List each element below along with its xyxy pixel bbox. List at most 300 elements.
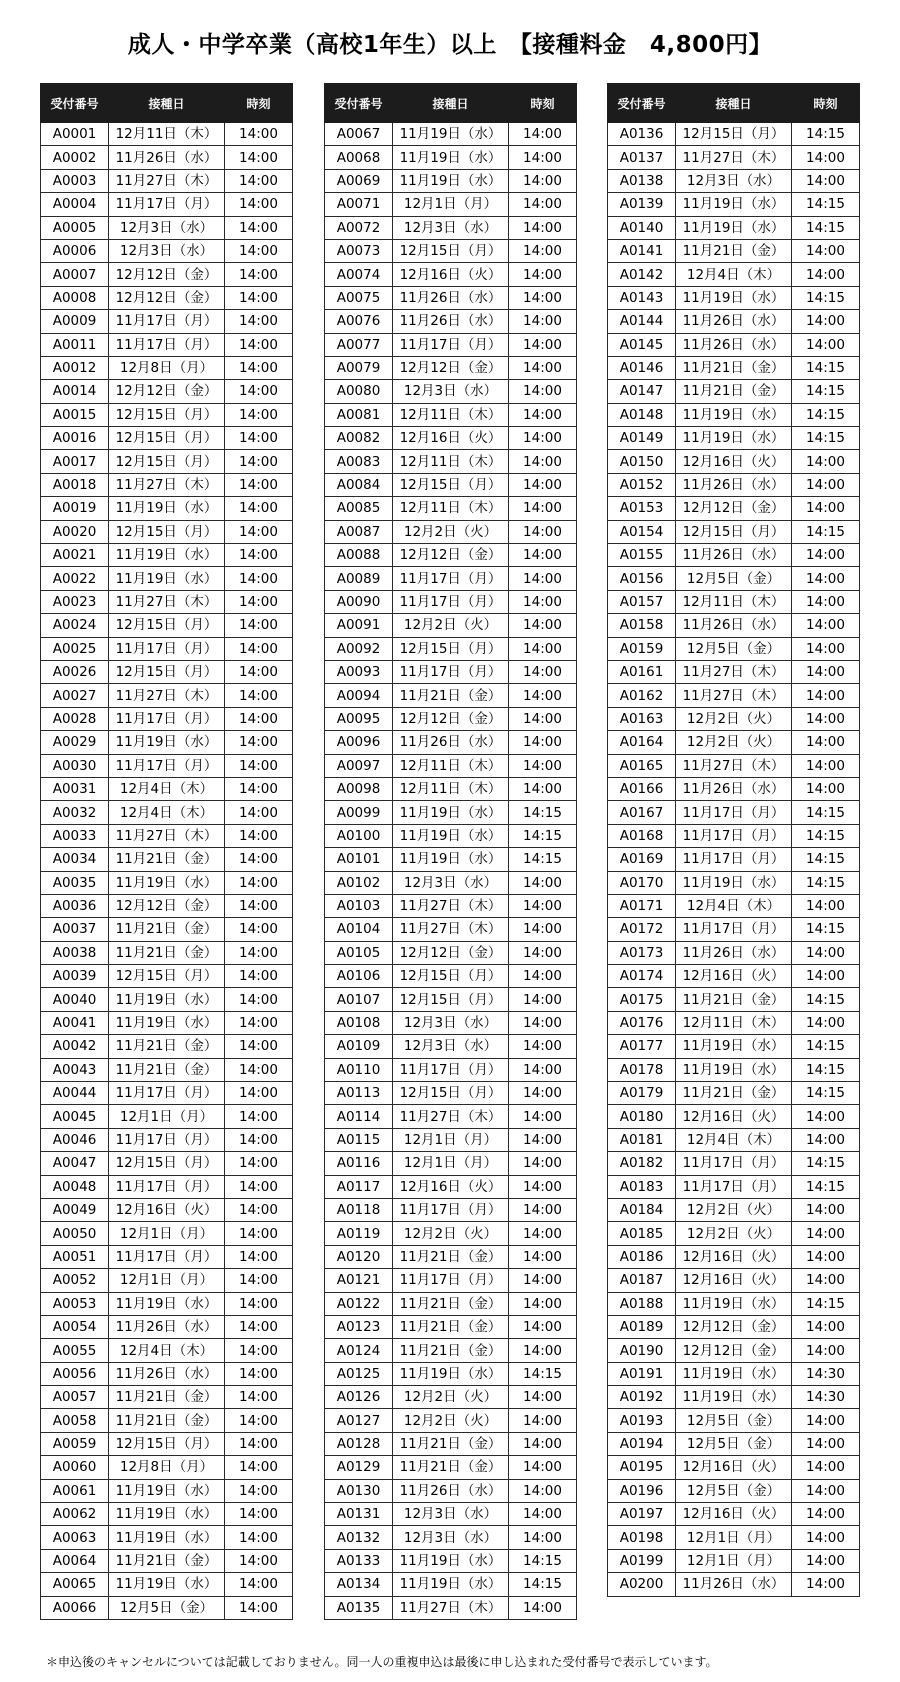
- vaccination-time: 14:00: [225, 1362, 293, 1385]
- table-row: [608, 216, 860, 239]
- vaccination-time: 14:00: [225, 1503, 293, 1526]
- reception-number: A0194: [608, 1432, 676, 1455]
- vaccination-time: 14:15: [792, 801, 860, 824]
- vaccination-date: 11月19日（水）: [676, 1058, 792, 1081]
- vaccination-time: 14:00: [225, 637, 293, 660]
- table-row: [608, 1082, 860, 1105]
- vaccination-date: 11月21日（金）: [676, 239, 792, 262]
- vaccination-time: 14:15: [792, 871, 860, 894]
- vaccination-time: 14:00: [225, 590, 293, 613]
- vaccination-time: 14:00: [792, 497, 860, 520]
- reception-number: A0102: [325, 871, 393, 894]
- table-row: [608, 965, 860, 988]
- table-row: [608, 684, 860, 707]
- table-row: [41, 614, 293, 637]
- table-row: [41, 1315, 293, 1338]
- vaccination-date: 11月19日（水）: [109, 1479, 225, 1502]
- vaccination-date: 12月5日（金）: [676, 1409, 792, 1432]
- vaccination-date: 11月19日（水）: [393, 123, 509, 146]
- reception-number: A0100: [325, 824, 393, 847]
- vaccination-time: 14:00: [509, 1526, 577, 1549]
- reception-number: A0029: [41, 731, 109, 754]
- table-row: [41, 1105, 293, 1128]
- vaccination-time: 14:00: [509, 333, 577, 356]
- table-row: [608, 146, 860, 169]
- vaccination-date: 12月1日（月）: [393, 193, 509, 216]
- vaccination-time: 14:00: [225, 1315, 293, 1338]
- vaccination-date: 11月26日（水）: [109, 146, 225, 169]
- vaccination-date: 11月19日（水）: [109, 871, 225, 894]
- table-row: [325, 544, 577, 567]
- table-row: [608, 1292, 860, 1315]
- vaccination-date: 12月16日（火）: [676, 1456, 792, 1479]
- table-row: [325, 1432, 577, 1455]
- vaccination-date: 11月17日（月）: [109, 310, 225, 333]
- vaccination-date: 11月17日（月）: [393, 1198, 509, 1221]
- vaccination-date: 11月19日（水）: [676, 193, 792, 216]
- table-row: [325, 123, 577, 146]
- vaccination-date: 11月19日（水）: [676, 1292, 792, 1315]
- reception-number: A0064: [41, 1549, 109, 1572]
- header-number: 受付番号: [608, 84, 676, 123]
- table-row: [325, 1315, 577, 1338]
- vaccination-date: 12月2日（火）: [676, 1198, 792, 1221]
- table-row: [608, 567, 860, 590]
- reception-number: A0088: [325, 544, 393, 567]
- vaccination-date: 11月19日（水）: [393, 824, 509, 847]
- table-row: [41, 754, 293, 777]
- vaccination-date: 11月17日（月）: [676, 1152, 792, 1175]
- vaccination-time: 14:00: [792, 941, 860, 964]
- vaccination-time: 14:15: [792, 380, 860, 403]
- vaccination-date: 11月17日（月）: [676, 824, 792, 847]
- reception-number: A0042: [41, 1035, 109, 1058]
- vaccination-date: 11月17日（月）: [393, 333, 509, 356]
- table-row: [608, 1222, 860, 1245]
- table-row: [41, 567, 293, 590]
- vaccination-time: 14:00: [225, 824, 293, 847]
- table-row: [41, 263, 293, 286]
- vaccination-time: 14:00: [225, 1432, 293, 1455]
- reception-number: A0115: [325, 1128, 393, 1151]
- reception-number: A0132: [325, 1526, 393, 1549]
- reception-number: A0116: [325, 1152, 393, 1175]
- vaccination-date: 12月11日（木）: [393, 450, 509, 473]
- vaccination-time: 14:00: [225, 1386, 293, 1409]
- reception-number: A0004: [41, 193, 109, 216]
- reception-number: A0176: [608, 1011, 676, 1034]
- vaccination-time: 14:00: [225, 520, 293, 543]
- table-row: [608, 310, 860, 333]
- reception-number: A0024: [41, 614, 109, 637]
- vaccination-date: 11月21日（金）: [393, 1432, 509, 1455]
- vaccination-date: 12月5日（金）: [109, 1596, 225, 1619]
- table-row: [325, 1011, 577, 1034]
- table-row: [325, 660, 577, 683]
- reception-number: A0061: [41, 1479, 109, 1502]
- reception-table: [324, 83, 577, 1620]
- reception-number: A0038: [41, 941, 109, 964]
- reception-number: A0126: [325, 1386, 393, 1409]
- table-row: [41, 707, 293, 730]
- header-time: 時刻: [509, 84, 577, 123]
- reception-number: A0095: [325, 707, 393, 730]
- vaccination-date: 12月12日（金）: [109, 380, 225, 403]
- vaccination-time: 14:15: [792, 193, 860, 216]
- table-column-3: [607, 83, 860, 1597]
- reception-number: A0159: [608, 637, 676, 660]
- reception-number: A0065: [41, 1573, 109, 1596]
- vaccination-time: 14:00: [792, 146, 860, 169]
- table-row: [41, 310, 293, 333]
- reception-number: A0019: [41, 497, 109, 520]
- table-row: [41, 660, 293, 683]
- vaccination-date: 12月12日（金）: [109, 894, 225, 917]
- vaccination-date: 11月21日（金）: [393, 1315, 509, 1338]
- table-row: [325, 567, 577, 590]
- vaccination-date: 11月26日（水）: [676, 310, 792, 333]
- vaccination-time: 14:00: [225, 1152, 293, 1175]
- vaccination-time: 14:00: [225, 333, 293, 356]
- vaccination-time: 14:00: [792, 1222, 860, 1245]
- table-row: [325, 1198, 577, 1221]
- table-row: [608, 1175, 860, 1198]
- vaccination-time: 14:00: [509, 427, 577, 450]
- reception-number: A0195: [608, 1456, 676, 1479]
- vaccination-date: 12月1日（月）: [676, 1526, 792, 1549]
- reception-number: A0188: [608, 1292, 676, 1315]
- table-row: [608, 1152, 860, 1175]
- vaccination-time: 14:00: [225, 1269, 293, 1292]
- reception-number: A0103: [325, 894, 393, 917]
- reception-number: A0178: [608, 1058, 676, 1081]
- reception-number: A0048: [41, 1175, 109, 1198]
- reception-number: A0104: [325, 918, 393, 941]
- reception-number: A0008: [41, 286, 109, 309]
- vaccination-date: 12月12日（金）: [676, 1315, 792, 1338]
- vaccination-date: 12月3日（水）: [109, 239, 225, 262]
- vaccination-time: 14:00: [225, 1292, 293, 1315]
- table-row: [41, 941, 293, 964]
- vaccination-date: 11月17日（月）: [676, 1175, 792, 1198]
- reception-number: A0141: [608, 239, 676, 262]
- vaccination-time: 14:00: [792, 1269, 860, 1292]
- vaccination-time: 14:00: [792, 1456, 860, 1479]
- vaccination-date: 12月2日（火）: [393, 1222, 509, 1245]
- vaccination-time: 14:00: [225, 263, 293, 286]
- vaccination-time: 14:00: [225, 801, 293, 824]
- reception-number: A0081: [325, 403, 393, 426]
- vaccination-date: 11月19日（水）: [393, 1549, 509, 1572]
- table-row: [608, 1503, 860, 1526]
- vaccination-time: 14:00: [792, 473, 860, 496]
- table-row: [325, 263, 577, 286]
- vaccination-date: 11月19日（水）: [676, 216, 792, 239]
- vaccination-time: 14:00: [225, 1035, 293, 1058]
- vaccination-date: 11月17日（月）: [676, 918, 792, 941]
- vaccination-date: 12月8日（月）: [109, 356, 225, 379]
- vaccination-time: 14:00: [509, 286, 577, 309]
- table-row: [41, 1058, 293, 1081]
- vaccination-time: 14:00: [792, 450, 860, 473]
- reception-number: A0039: [41, 965, 109, 988]
- vaccination-date: 12月15日（月）: [393, 988, 509, 1011]
- vaccination-date: 11月26日（水）: [393, 1479, 509, 1502]
- vaccination-date: 11月21日（金）: [676, 1082, 792, 1105]
- table-row: [41, 1526, 293, 1549]
- vaccination-date: 11月17日（月）: [109, 637, 225, 660]
- vaccination-date: 11月19日（水）: [109, 544, 225, 567]
- reception-number: A0066: [41, 1596, 109, 1619]
- table-row: [325, 333, 577, 356]
- vaccination-date: 11月19日（水）: [676, 1386, 792, 1409]
- vaccination-time: 14:30: [792, 1386, 860, 1409]
- vaccination-time: 14:00: [225, 1058, 293, 1081]
- reception-number: A0145: [608, 333, 676, 356]
- table-row: [41, 1362, 293, 1385]
- vaccination-date: 12月4日（木）: [676, 263, 792, 286]
- vaccination-time: 14:00: [792, 1315, 860, 1338]
- reception-number: A0106: [325, 965, 393, 988]
- vaccination-date: 12月15日（月）: [109, 1152, 225, 1175]
- vaccination-date: 12月15日（月）: [676, 123, 792, 146]
- reception-number: A0149: [608, 427, 676, 450]
- reception-number: A0199: [608, 1549, 676, 1572]
- reception-number: A0150: [608, 450, 676, 473]
- table-row: [608, 660, 860, 683]
- vaccination-date: 12月15日（月）: [393, 965, 509, 988]
- vaccination-date: 12月2日（火）: [393, 614, 509, 637]
- vaccination-time: 14:00: [225, 169, 293, 192]
- reception-number: A0122: [325, 1292, 393, 1315]
- reception-number: A0016: [41, 427, 109, 450]
- vaccination-time: 14:00: [225, 614, 293, 637]
- reception-number: A0099: [325, 801, 393, 824]
- vaccination-date: 12月3日（水）: [393, 871, 509, 894]
- reception-number: A0005: [41, 216, 109, 239]
- vaccination-time: 14:00: [225, 1596, 293, 1619]
- vaccination-time: 14:00: [509, 1456, 577, 1479]
- vaccination-date: 12月5日（金）: [676, 1432, 792, 1455]
- reception-number: A0079: [325, 356, 393, 379]
- reception-number: A0054: [41, 1315, 109, 1338]
- reception-number: A0120: [325, 1245, 393, 1268]
- reception-number: A0153: [608, 497, 676, 520]
- reception-number: A0163: [608, 707, 676, 730]
- vaccination-time: 14:00: [509, 941, 577, 964]
- table-row: [325, 1245, 577, 1268]
- table-row: [608, 1456, 860, 1479]
- vaccination-time: 14:00: [509, 123, 577, 146]
- vaccination-time: 14:00: [509, 1386, 577, 1409]
- vaccination-time: 14:15: [792, 216, 860, 239]
- reception-number: A0057: [41, 1386, 109, 1409]
- vaccination-time: 14:15: [792, 123, 860, 146]
- vaccination-date: 11月21日（金）: [109, 1035, 225, 1058]
- vaccination-time: 14:00: [792, 333, 860, 356]
- vaccination-time: 14:00: [225, 1409, 293, 1432]
- vaccination-time: 14:00: [792, 1011, 860, 1034]
- vaccination-date: 12月15日（月）: [393, 637, 509, 660]
- vaccination-date: 11月17日（月）: [393, 660, 509, 683]
- vaccination-time: 14:00: [509, 544, 577, 567]
- vaccination-time: 14:00: [509, 1479, 577, 1502]
- vaccination-time: 14:00: [225, 1479, 293, 1502]
- reception-number: A0021: [41, 544, 109, 567]
- vaccination-time: 14:00: [792, 169, 860, 192]
- vaccination-time: 14:00: [792, 1549, 860, 1572]
- reception-number: A0077: [325, 333, 393, 356]
- table-row: [608, 1128, 860, 1151]
- vaccination-date: 11月17日（月）: [109, 1175, 225, 1198]
- header-number: 受付番号: [325, 84, 393, 123]
- vaccination-time: 14:00: [509, 263, 577, 286]
- table-row: [325, 1362, 577, 1385]
- vaccination-date: 11月21日（金）: [109, 918, 225, 941]
- table-row: [608, 427, 860, 450]
- vaccination-date: 12月2日（火）: [393, 1409, 509, 1432]
- table-row: [608, 473, 860, 496]
- reception-number: A0035: [41, 871, 109, 894]
- vaccination-date: 12月16日（火）: [676, 1269, 792, 1292]
- table-row: [41, 1222, 293, 1245]
- vaccination-date: 11月19日（水）: [109, 1526, 225, 1549]
- table-row: [41, 169, 293, 192]
- table-row: [41, 894, 293, 917]
- table-row: [608, 1549, 860, 1572]
- table-row: [41, 777, 293, 800]
- table-row: [325, 824, 577, 847]
- vaccination-date: 11月17日（月）: [109, 193, 225, 216]
- vaccination-date: 11月21日（金）: [109, 1386, 225, 1409]
- reception-number: A0147: [608, 380, 676, 403]
- reception-number: A0063: [41, 1526, 109, 1549]
- table-row: [608, 1479, 860, 1502]
- vaccination-date: 12月3日（水）: [393, 216, 509, 239]
- table-row: [41, 1479, 293, 1502]
- vaccination-time: 14:15: [509, 824, 577, 847]
- vaccination-date: 11月21日（金）: [676, 356, 792, 379]
- vaccination-time: 14:15: [509, 801, 577, 824]
- reception-number: A0069: [325, 169, 393, 192]
- table-row: [608, 637, 860, 660]
- reception-number: A0091: [325, 614, 393, 637]
- table-row: [41, 1175, 293, 1198]
- vaccination-date: 11月17日（月）: [676, 801, 792, 824]
- table-row: [325, 403, 577, 426]
- vaccination-time: 14:00: [509, 1128, 577, 1151]
- vaccination-date: 12月11日（木）: [109, 123, 225, 146]
- vaccination-date: 12月15日（月）: [393, 1082, 509, 1105]
- table-row: [325, 1479, 577, 1502]
- vaccination-time: 14:00: [509, 871, 577, 894]
- table-row: [41, 684, 293, 707]
- reception-number: A0089: [325, 567, 393, 590]
- vaccination-date: 12月16日（火）: [676, 450, 792, 473]
- vaccination-time: 14:15: [792, 1058, 860, 1081]
- table-row: [325, 684, 577, 707]
- table-row: [608, 777, 860, 800]
- vaccination-time: 14:00: [225, 1222, 293, 1245]
- vaccination-date: 11月21日（金）: [676, 380, 792, 403]
- reception-number: A0165: [608, 754, 676, 777]
- table-row: [41, 637, 293, 660]
- vaccination-date: 11月27日（木）: [393, 1596, 509, 1619]
- reception-number: A0162: [608, 684, 676, 707]
- reception-number: A0018: [41, 473, 109, 496]
- reception-number: A0041: [41, 1011, 109, 1034]
- table-row: [608, 731, 860, 754]
- table-row: [608, 193, 860, 216]
- table-row: [325, 707, 577, 730]
- table-column-2: [324, 83, 577, 1620]
- table-row: [608, 1362, 860, 1385]
- table-row: [325, 1175, 577, 1198]
- vaccination-time: 14:00: [509, 1596, 577, 1619]
- vaccination-date: 12月4日（木）: [676, 1128, 792, 1151]
- vaccination-time: 14:15: [792, 1035, 860, 1058]
- table-row: [325, 1035, 577, 1058]
- reception-number: A0133: [325, 1549, 393, 1572]
- vaccination-date: 11月27日（木）: [393, 1105, 509, 1128]
- vaccination-date: 12月2日（火）: [393, 1386, 509, 1409]
- vaccination-date: 11月21日（金）: [393, 1292, 509, 1315]
- vaccination-time: 14:00: [225, 754, 293, 777]
- table-row: [608, 286, 860, 309]
- vaccination-time: 14:00: [509, 169, 577, 192]
- vaccination-time: 14:00: [509, 1269, 577, 1292]
- reception-number: A0154: [608, 520, 676, 543]
- vaccination-date: 12月15日（月）: [109, 450, 225, 473]
- vaccination-date: 11月21日（金）: [393, 1339, 509, 1362]
- reception-number: A0124: [325, 1339, 393, 1362]
- table-row: [608, 848, 860, 871]
- vaccination-date: 11月26日（水）: [676, 473, 792, 496]
- vaccination-time: 14:00: [509, 754, 577, 777]
- table-row: [608, 707, 860, 730]
- vaccination-time: 14:00: [225, 380, 293, 403]
- vaccination-time: 14:00: [225, 707, 293, 730]
- reception-number: A0191: [608, 1362, 676, 1385]
- vaccination-time: 14:00: [792, 637, 860, 660]
- vaccination-time: 14:00: [509, 403, 577, 426]
- vaccination-time: 14:00: [509, 1339, 577, 1362]
- table-row: [325, 427, 577, 450]
- vaccination-time: 14:00: [225, 777, 293, 800]
- reception-number: A0117: [325, 1175, 393, 1198]
- vaccination-time: 14:00: [509, 894, 577, 917]
- vaccination-date: 11月27日（木）: [109, 473, 225, 496]
- vaccination-time: 14:00: [509, 684, 577, 707]
- vaccination-time: 14:00: [509, 310, 577, 333]
- reception-number: A0001: [41, 123, 109, 146]
- table-row: [41, 497, 293, 520]
- vaccination-date: 12月1日（月）: [109, 1222, 225, 1245]
- vaccination-time: 14:00: [509, 1152, 577, 1175]
- vaccination-date: 12月15日（月）: [109, 614, 225, 637]
- reception-number: A0012: [41, 356, 109, 379]
- vaccination-date: 11月19日（水）: [109, 988, 225, 1011]
- table-row: [41, 380, 293, 403]
- reception-number: A0148: [608, 403, 676, 426]
- vaccination-date: 12月5日（金）: [676, 637, 792, 660]
- vaccination-time: 14:30: [792, 1362, 860, 1385]
- reception-number: A0072: [325, 216, 393, 239]
- table-row: [608, 1058, 860, 1081]
- table-row: [41, 427, 293, 450]
- vaccination-time: 14:00: [509, 707, 577, 730]
- vaccination-date: 12月16日（火）: [393, 427, 509, 450]
